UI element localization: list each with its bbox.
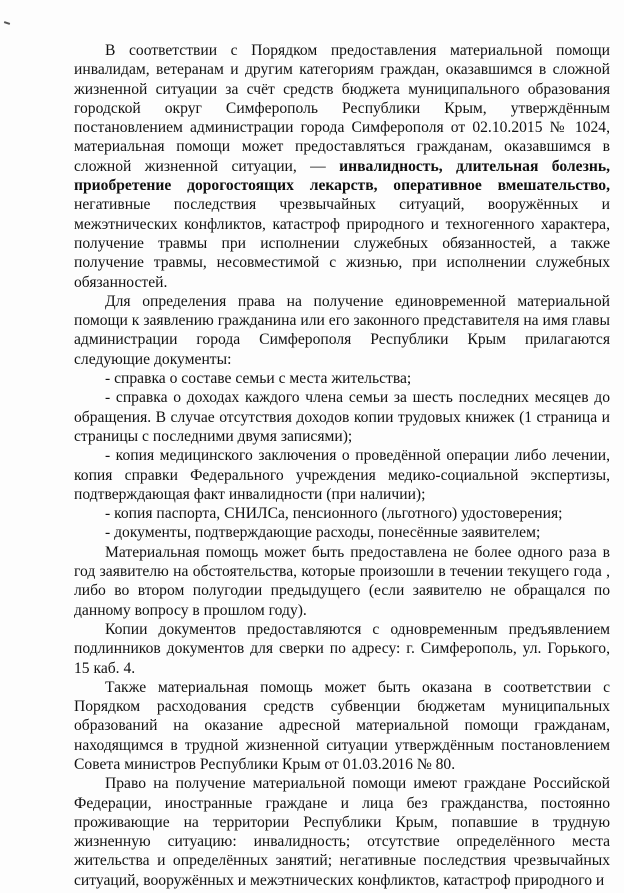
list-item-family-certificate: - справка о составе семьи с места жительства; [105, 370, 412, 388]
list-item-expense-documents: - документы, подтверждающие расходы, понесённые заявителем; [105, 524, 541, 542]
paragraph-required-documents: Для определения права на получение единовременной материальной помощи к заявлению гражданина или его законного представителя на имя главы администрации города Симферополя Республики Крым прилагаются следующие документы: [74, 292, 610, 368]
paragraph-conditions-emphasis: инвалидность, длительная болезнь, приобретение дорогостоящих лекарств, оперативное вмешательство, [74, 157, 610, 195]
list-item-income-certificate: - справка о доходах каждого члена семьи за шесть последних месяцев до обращения. В случае отсутствия доходов копии трудовых книжек (1 страница и страницы с последними двумя записями); [74, 389, 610, 445]
paragraph-conditions [74, 41, 610, 292]
paragraph-conditions-start: В соответствии с Порядком предоставления материальной помощи инвалидам, ветеранам и другим категориям граждан, оказавшимся в сложной жизненной ситуации за счёт средств бюджета муниципального образования городской округ Симферополь Республики Крым, утверждённым постановлением администрации города Симферополя от 02.10.2015 № 1024, материальная помощи может предоставляться гражданам, оказавшимся в сложной жизненной ситуации, — [74, 42, 610, 175]
scan-mark [4, 21, 10, 25]
list-item-medical-report: - копия медицинского заключения о проведённой операции либо лечении, копия справки Федерального учреждения медико-социальной экспертизы, подтверждающая факт инвалидности (при наличии); [74, 447, 610, 503]
paragraph-eligibility: Право на получение материальной помощи имеют граждане Российской Федерации, иностранные граждане и лица без гражданства, постоянно проживающие на территории Республики Крым, попавшие в трудную жизненную ситуацию: инвалидность; отсутствие определённого места жительства и определённых занятий; негативные последствия чрезвычайных ситуаций, вооружённых и межэтнических конфликтов, катастроф природного и [74, 775, 610, 889]
paragraph-subvention: Также материальная помощь может быть оказана в соответствии с Порядком расходования средств субвенции бюджетам муниципальных образований на оказание адресной материальной помощи гражданам, находящимся в трудной жизненной ситуации утверждённым постановлением Совета министров Республики Крым от 01.03.2016 № 80. [74, 678, 610, 773]
paragraph-frequency: Материальная помощь может быть предоставлена не более одного раза в год заявителю на обстоятельства, которые произошли в течении текущего года , либо во втором полугодии предыдущего (если заявителю не обращался по данному вопросу в прошлом году). [74, 543, 610, 619]
document-body [74, 41, 610, 890]
paragraph-conditions-end: негативные последствия чрезвычайных ситуаций, вооружённых и межэтнических конфликтов, катастроф природного и техногенного характера, получение травмы при исполнении служебных обязанностей, а также получение травмы, несовместимой с жизнью, при исполнении служебных обязанностей. [74, 196, 610, 291]
paragraph-address: Копии документов предоставляются с одновременным предъявлением подлинников документов для сверки по адресу: г. Симферополь, ул. Горького, 15 каб. 4. [74, 620, 610, 677]
list-item-passport-copy: - копия паспорта, СНИЛСа, пенсионного (льготного) удостоверения; [105, 505, 563, 523]
